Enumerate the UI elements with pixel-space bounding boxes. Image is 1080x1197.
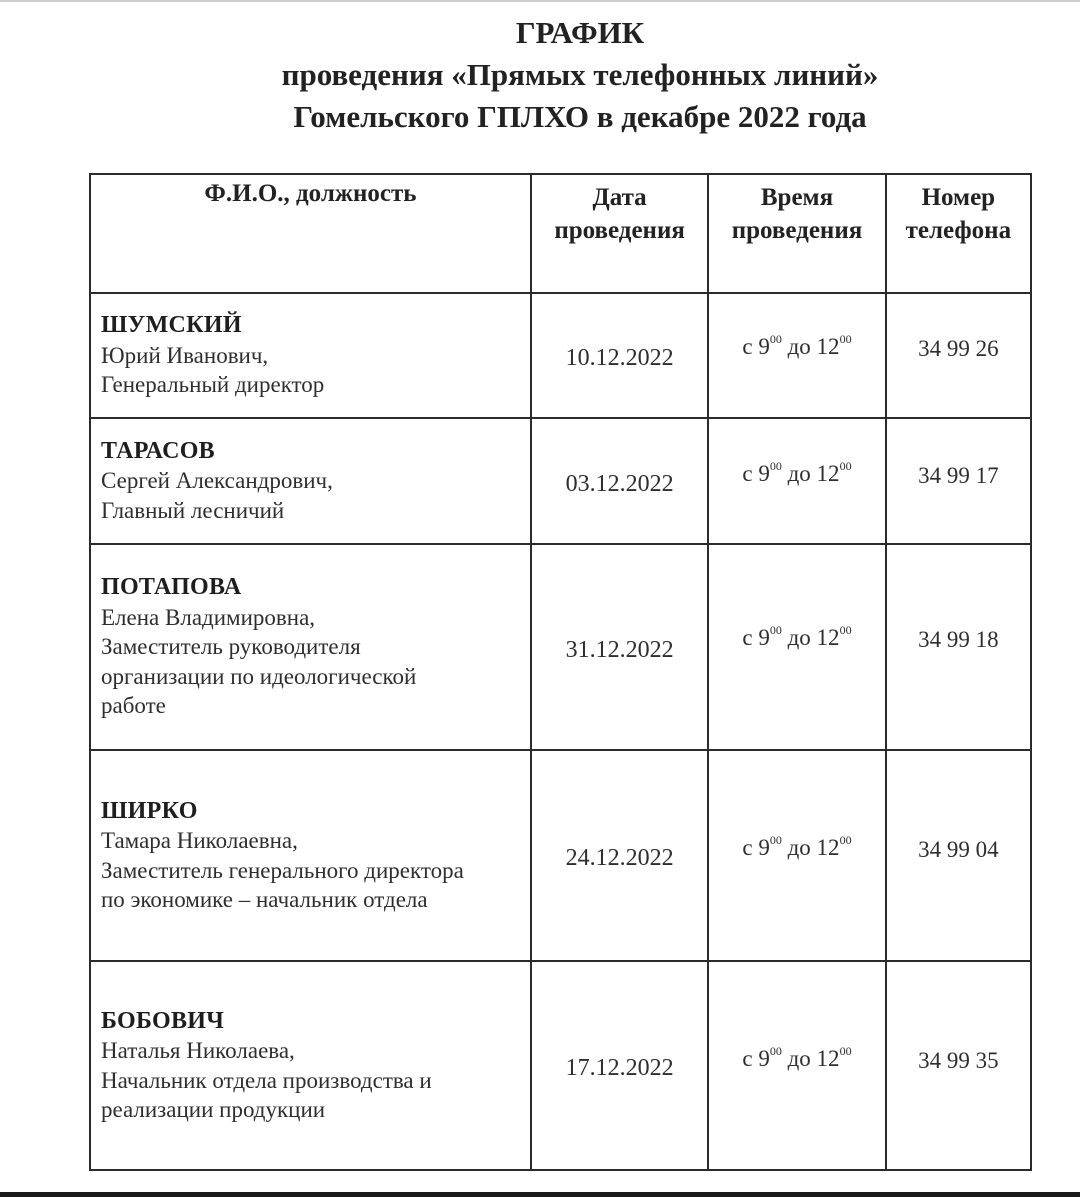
header-phone <box>886 174 1031 293</box>
heading-line-1: ГРАФИК <box>515 15 645 50</box>
time-to-minutes: 00 <box>839 459 852 473</box>
header-phone-line-1: Номер <box>921 184 996 211</box>
surname: ТАРАСОВ <box>101 437 215 464</box>
heading-line-2: проведения «Прямых телефонных линий» <box>281 57 879 92</box>
time-to: до 12 <box>781 334 840 359</box>
heading-line-3: Гомельского ГПЛХО в декабре 2022 года <box>293 99 867 134</box>
header-time <box>708 174 885 293</box>
header-date-line-2: проведения <box>554 217 685 244</box>
position-line: реализации продукции <box>101 1097 326 1122</box>
position-line: работе <box>101 693 166 719</box>
position-line: организации по идеологической <box>101 663 417 689</box>
header-time-line-2: проведения <box>731 217 863 244</box>
surname: ШИРКО <box>101 797 198 824</box>
name-cell <box>90 418 531 544</box>
time-to: до 12 <box>781 1046 840 1071</box>
phone-cell: 34 99 26 <box>886 293 1031 418</box>
table-row <box>90 750 1031 961</box>
time-to: до 12 <box>781 461 840 486</box>
time-from: с 9 <box>742 835 770 860</box>
given-name: Юрий Иванович, <box>101 342 269 368</box>
name-cell <box>90 293 531 418</box>
given-name: Сергей Александрович, <box>101 468 333 494</box>
document-heading <box>0 12 1080 138</box>
name-cell <box>90 961 531 1170</box>
date-cell: 03.12.2022 <box>531 418 708 544</box>
position-line: по экономике – начальник отдела <box>101 887 428 912</box>
position-line: Заместитель руководителя <box>101 634 361 660</box>
time-cell <box>708 293 885 418</box>
given-name: Наталья Николаева, <box>101 1038 295 1063</box>
table-row <box>90 293 1031 418</box>
position-line: Главный лесничий <box>101 497 285 523</box>
top-border-line <box>0 0 1080 2</box>
phone-cell: 34 99 35 <box>886 961 1031 1170</box>
table-row <box>90 418 1031 544</box>
date-cell: 31.12.2022 <box>531 544 708 750</box>
surname: ШУМСКИЙ <box>101 312 242 339</box>
phone-cell: 34 99 04 <box>886 750 1031 961</box>
time-to-minutes: 00 <box>839 1044 852 1058</box>
header-name-label: Ф.И.О., должность <box>204 180 417 207</box>
position-line: Генеральный директор <box>101 372 325 398</box>
time-to: до 12 <box>781 625 840 650</box>
time-from: с 9 <box>742 461 770 486</box>
time-from-minutes: 00 <box>769 332 782 346</box>
date-cell: 17.12.2022 <box>531 961 708 1170</box>
header-phone-line-2: телефона <box>905 217 1012 244</box>
phone-cell: 34 99 18 <box>886 544 1031 750</box>
time-cell <box>708 750 885 961</box>
header-time-line-1: Время <box>760 184 834 211</box>
surname: ПОТАПОВА <box>101 574 242 601</box>
date-cell: 10.12.2022 <box>531 293 708 418</box>
time-to-minutes: 00 <box>839 332 852 346</box>
phone-cell: 34 99 17 <box>886 418 1031 544</box>
time-from-minutes: 00 <box>769 459 782 473</box>
header-date <box>531 174 708 293</box>
time-to-minutes: 00 <box>839 833 852 847</box>
time-from: с 9 <box>742 334 770 359</box>
time-to: до 12 <box>781 835 840 860</box>
time-cell <box>708 544 885 750</box>
time-from-minutes: 00 <box>769 1044 782 1058</box>
position-line: Заместитель генерального директора <box>101 857 464 883</box>
name-cell <box>90 750 531 961</box>
time-from-minutes: 00 <box>769 623 782 637</box>
schedule-table <box>89 173 1032 1171</box>
given-name: Тамара Николаевна, <box>101 828 298 853</box>
time-from: с 9 <box>742 1046 770 1071</box>
time-cell <box>708 418 885 544</box>
header-date-line-1: Дата <box>592 184 647 211</box>
table-row <box>90 961 1031 1170</box>
given-name: Елена Владимировна, <box>101 604 316 630</box>
table-row <box>90 544 1031 750</box>
time-from-minutes: 00 <box>769 833 782 847</box>
bottom-border-line <box>0 1192 1080 1197</box>
time-cell <box>708 961 885 1170</box>
time-from: с 9 <box>742 625 770 650</box>
header-name <box>90 174 531 293</box>
time-to-minutes: 00 <box>839 623 852 637</box>
position-line: Начальник отдела производства и <box>101 1067 432 1093</box>
date-cell: 24.12.2022 <box>531 750 708 961</box>
surname: БОБОВИЧ <box>101 1007 225 1034</box>
name-cell <box>90 544 531 750</box>
table-header-row <box>90 174 1031 293</box>
